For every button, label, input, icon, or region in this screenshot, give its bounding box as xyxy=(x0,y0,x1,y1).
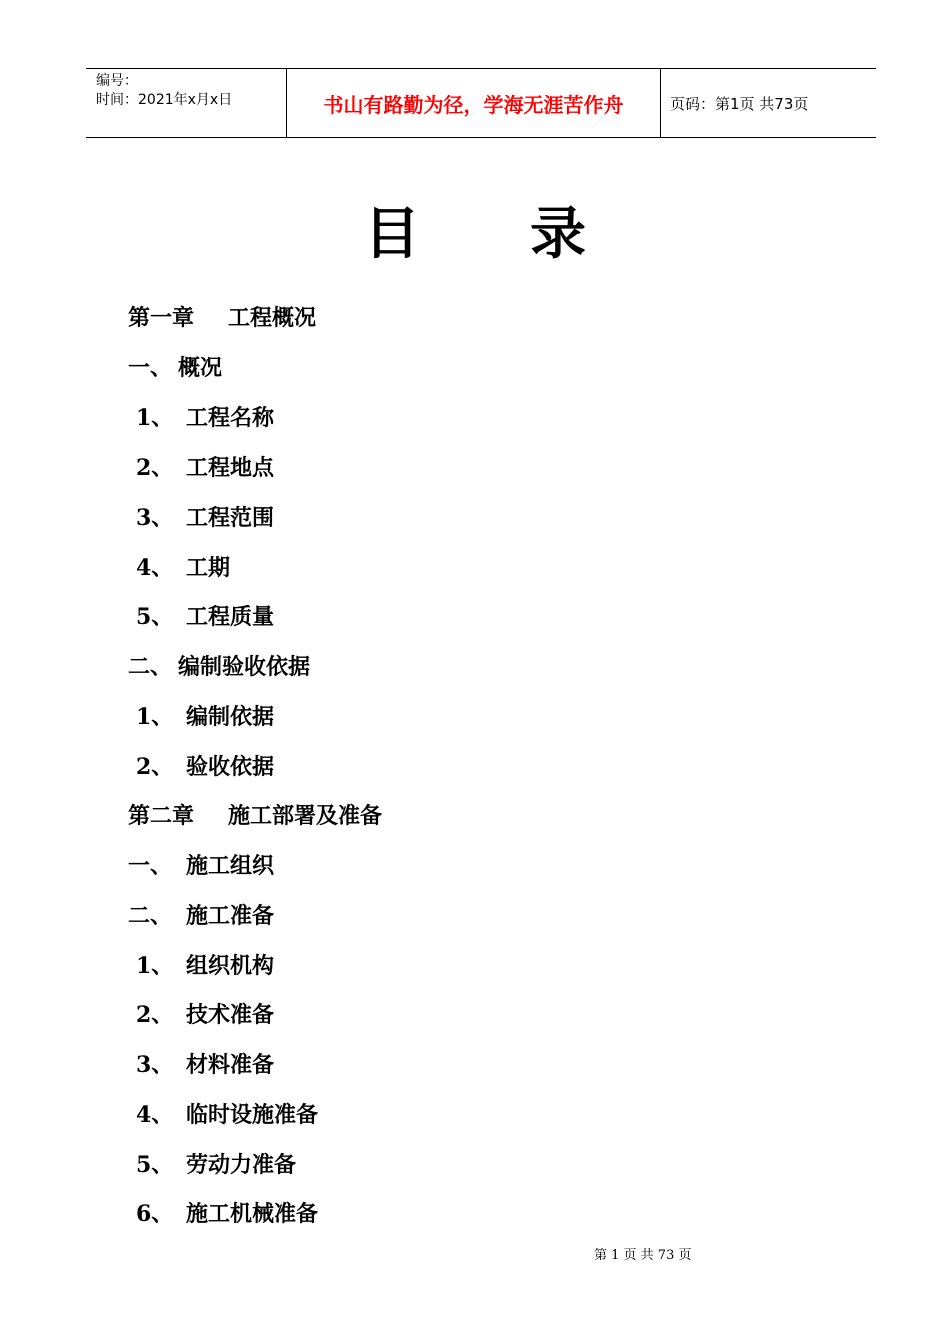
title-char-1: 目 xyxy=(364,202,420,267)
toc-entry-label: 工程名称 xyxy=(186,405,275,431)
toc-entry-item[interactable] xyxy=(136,1199,318,1229)
toc-entry-label: 验收依据 xyxy=(186,754,275,780)
toc-entry-section[interactable] xyxy=(128,851,274,881)
toc-entry-chapter-1[interactable] xyxy=(128,303,316,333)
title-char-2: 录 xyxy=(530,202,586,267)
toc-entry-number: 一、 xyxy=(128,355,173,381)
header-time: 时间：2021年x月x日 xyxy=(96,92,233,108)
toc-entry-label: 概况 xyxy=(178,355,223,381)
toc-entry-number: 6、 xyxy=(136,1201,174,1227)
toc-entry-section[interactable] xyxy=(128,353,222,383)
toc-entry-label: 组织机构 xyxy=(186,953,275,979)
toc-entry-label: 工程范围 xyxy=(186,505,275,531)
toc-entry-number: 3、 xyxy=(136,1052,174,1078)
toc-entry-number: 2、 xyxy=(136,1002,174,1028)
footer-page-number: 第 1 页 共 73 页 xyxy=(594,1248,692,1263)
toc-entry-number: 2、 xyxy=(136,754,174,780)
toc-entry-number: 第一章 xyxy=(128,305,195,331)
toc-entry-number: 1、 xyxy=(136,405,174,431)
toc-entry-item[interactable] xyxy=(136,1100,318,1130)
toc-entry-label: 工程质量 xyxy=(186,604,275,630)
toc-entry-number: 二、 xyxy=(128,903,173,929)
toc-entry-item[interactable] xyxy=(136,602,274,632)
header-slogan: 书山有路勤为径，学海无涯苦作舟 xyxy=(287,69,661,137)
toc-entry-label: 工期 xyxy=(186,555,231,581)
toc-entry-label: 编制验收依据 xyxy=(178,654,311,680)
toc-entry-chapter-2[interactable] xyxy=(128,801,382,831)
toc-entry-label: 施工部署及准备 xyxy=(228,803,383,829)
toc-entry-number: 二、 xyxy=(128,654,173,680)
toc-entry-number: 4、 xyxy=(136,1102,174,1128)
toc-entry-item[interactable] xyxy=(136,1150,296,1180)
toc-entry-label: 技术准备 xyxy=(186,1002,275,1028)
toc-entry-item[interactable] xyxy=(136,1000,274,1030)
toc-entry-label: 施工组织 xyxy=(186,853,275,879)
header-page-info: 页码：第1页 共73页 xyxy=(670,94,809,113)
toc-entry-number: 4、 xyxy=(136,555,174,581)
toc-entry-label: 工程概况 xyxy=(228,305,317,331)
toc-entry-item[interactable] xyxy=(136,1050,274,1080)
toc-entry-number: 一、 xyxy=(128,853,173,879)
toc-entry-item[interactable] xyxy=(136,453,274,483)
toc-entry-label: 施工机械准备 xyxy=(186,1201,319,1227)
toc-entry-number: 5、 xyxy=(136,1152,174,1178)
toc-entry-label: 工程地点 xyxy=(186,455,275,481)
toc-entry-number: 2、 xyxy=(136,455,174,481)
toc-entry-number: 3、 xyxy=(136,505,174,531)
toc-entry-item[interactable] xyxy=(136,503,274,533)
toc-entry-number: 5、 xyxy=(136,604,174,630)
toc-entry-label: 编制依据 xyxy=(186,704,275,730)
toc-entry-section[interactable] xyxy=(128,652,310,682)
toc-entry-section[interactable] xyxy=(128,901,274,931)
toc-entry-item[interactable] xyxy=(136,752,274,782)
toc-entry-label: 施工准备 xyxy=(186,903,275,929)
toc-entry-item[interactable] xyxy=(136,951,274,981)
toc-entry-item[interactable] xyxy=(136,553,230,583)
toc-entry-item[interactable] xyxy=(136,702,274,732)
toc-entry-label: 材料准备 xyxy=(186,1052,275,1078)
toc-entry-label: 劳动力准备 xyxy=(186,1152,297,1178)
header-number: 编号： xyxy=(96,73,138,89)
toc-entry-number: 1、 xyxy=(136,953,174,979)
toc-entry-number: 第二章 xyxy=(128,803,195,829)
toc-entry-number: 1、 xyxy=(136,704,174,730)
toc-entry-item[interactable] xyxy=(136,403,274,433)
toc-entry-label: 临时设施准备 xyxy=(186,1102,319,1128)
